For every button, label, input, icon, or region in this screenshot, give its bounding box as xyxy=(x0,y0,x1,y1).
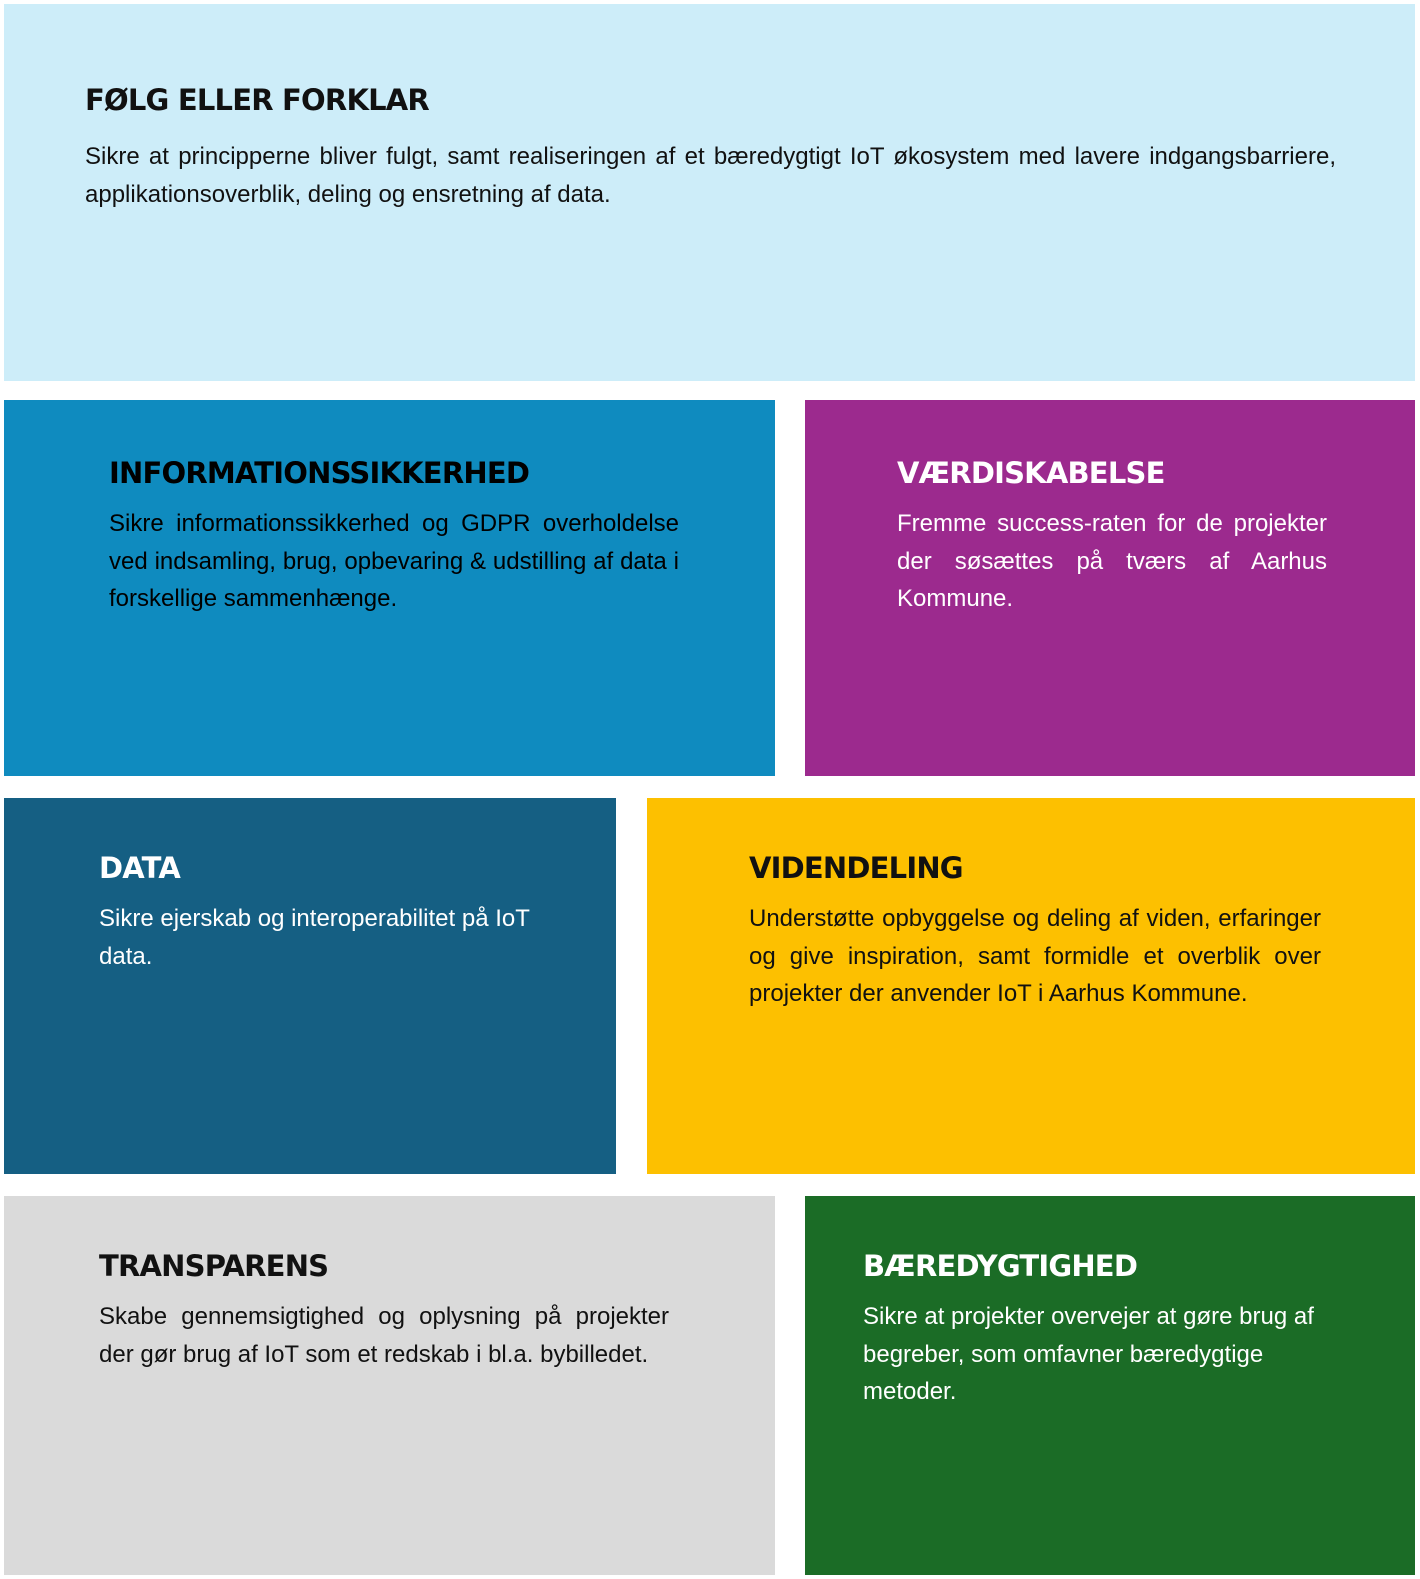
panel-title: FØLG ELLER FORKLAR xyxy=(85,83,429,117)
panel-title: DATA xyxy=(99,851,181,885)
panel-text: Sikre informationssikkerhed og GDPR overholdelse ved indsamling, brug, opbevaring & udstilling af data i forskellige sammenhænge. xyxy=(109,510,679,612)
panel-text: Skabe gennemsigtighed og oplysning på projekter der gør brug af IoT som et redskab i bl.a. bybilledet. xyxy=(99,1303,669,1368)
panel-text: Sikre at principperne bliver fulgt, samt realiseringen af et bæredygtigt IoT økosystem med lavere indgangsbarriere, applikationsoverblik, deling og ensretning af data. xyxy=(85,143,1336,208)
panel-title: VIDENDELING xyxy=(749,851,963,885)
panel-text: Fremme success-raten for de projekter der søsættes på tværs af Aarhus Kommune. xyxy=(897,510,1327,612)
panel-data xyxy=(4,798,616,1174)
panel-title: VÆRDISKABELSE xyxy=(897,456,1165,490)
panel-videndeling xyxy=(647,798,1415,1174)
panel-transparens xyxy=(4,1196,775,1575)
panel-title: TRANSPARENS xyxy=(99,1249,329,1283)
panel-baeredygtighed xyxy=(805,1196,1415,1575)
panel-title: BÆREDYGTIGHED xyxy=(863,1249,1138,1283)
panel-title: INFORMATIONSSIKKERHED xyxy=(109,456,530,490)
panel-text: Sikre at projekter overvejer at gøre brug af begreber, som omfavner bæredygtige metoder. xyxy=(863,1303,1314,1405)
panel-text: Understøtte opbyggelse og deling af viden, erfaringer og give inspiration, samt formidle et overblik over projekter der anvender IoT i Aarhus Kommune. xyxy=(749,905,1321,1007)
panel-text: Sikre ejerskab og interoperabilitet på IoT data. xyxy=(99,905,530,970)
panel-vaerdiskabelse xyxy=(805,400,1415,776)
panel-folg-eller-forklar xyxy=(4,4,1415,381)
panel-informationssikkerhed xyxy=(4,400,775,776)
